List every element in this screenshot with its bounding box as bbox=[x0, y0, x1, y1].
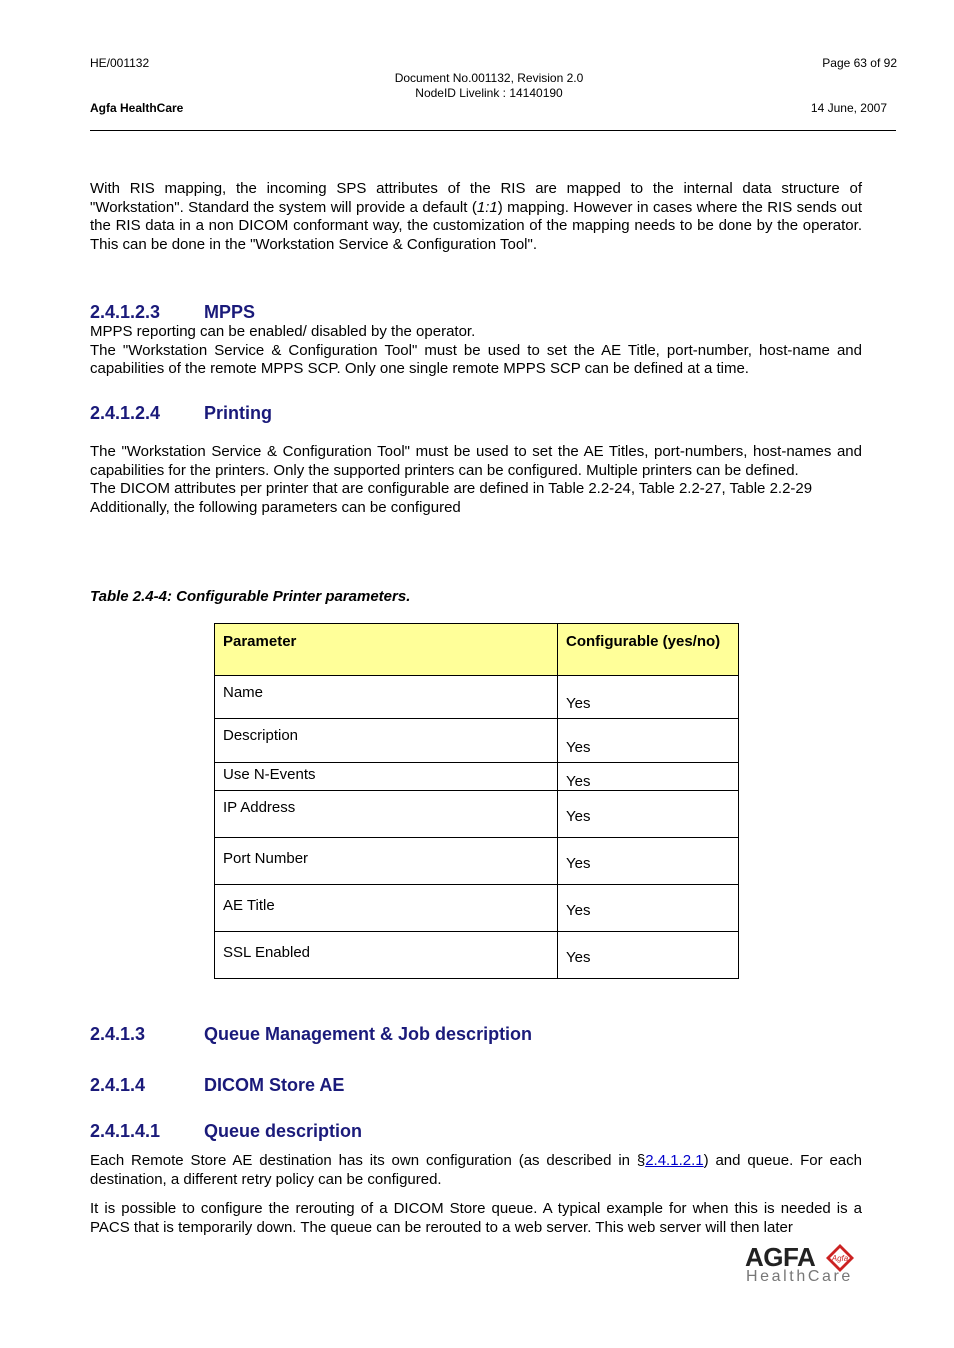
table-row bbox=[215, 719, 739, 763]
table-row bbox=[215, 932, 739, 979]
table-header-row bbox=[215, 624, 739, 676]
queue-desc-text-2: It is possible to configure the rerouting of a DICOM Store queue. A typical example for when this is needed is a PACS that is temporarily down. The queue can be rerouted to a web server. This web server will then later bbox=[90, 1200, 862, 1236]
table-row bbox=[215, 885, 739, 932]
param-cell: Name bbox=[215, 676, 558, 719]
queue-desc-paragraph-2 bbox=[90, 1200, 862, 1237]
table-caption: Table 2.4-4: Configurable Printer parameters. bbox=[90, 588, 411, 605]
mpps-text-1: MPPS reporting can be enabled/ disabled by the operator. bbox=[90, 323, 476, 340]
printer-parameters-table bbox=[214, 623, 739, 979]
page-number: Page 63 of 92 bbox=[822, 56, 897, 70]
heading-queue-description bbox=[90, 1120, 362, 1142]
table-row bbox=[215, 791, 739, 838]
param-cell: IP Address bbox=[215, 791, 558, 838]
table-row bbox=[215, 763, 739, 791]
logo-subtitle: HealthCare bbox=[746, 1268, 853, 1285]
heading-printing bbox=[90, 402, 272, 424]
intro-text-b: ) mapping. However in cases where the RIS sends out the RIS data in a non DICOM conformant way, the customization of the mapping needs to be done by the operator. This can be done in the "Workstation Service & Configuration Tool". bbox=[90, 198, 862, 253]
printing-paragraph bbox=[90, 443, 862, 517]
heading-dicom-store-ae bbox=[90, 1074, 344, 1096]
printing-text-2: The DICOM attributes per printer that are configurable are defined in Table 2.2-24, Table 2.2-27, Table 2.2-29 bbox=[90, 480, 813, 497]
heading-title: Printing bbox=[204, 403, 272, 423]
table-row bbox=[215, 676, 739, 719]
svg-text:Agfa: Agfa bbox=[831, 1254, 849, 1263]
mpps-paragraph bbox=[90, 323, 862, 379]
heading-title: DICOM Store AE bbox=[204, 1075, 345, 1095]
queue-desc-text-a: Each Remote Store AE destination has its own configuration (as described in § bbox=[90, 1152, 646, 1169]
intro-text-a: With RIS mapping, the incoming SPS attributes of the RIS are mapped to the internal data structure of "Workstation". Standard the system will provide a default ( bbox=[90, 180, 862, 216]
queue-desc-text-b: ) and queue. For each destination, a different retry policy can be configured. bbox=[90, 1152, 862, 1188]
agfa-healthcare-logo bbox=[745, 1240, 865, 1290]
column-header-parameter: Parameter bbox=[215, 624, 558, 676]
heading-title: Queue Management & Job description bbox=[204, 1024, 533, 1044]
queue-desc-paragraph-1 bbox=[90, 1152, 862, 1189]
value-cell: Yes bbox=[558, 791, 739, 838]
doc-number: Document No.001132, Revision 2.0 bbox=[394, 71, 584, 85]
intro-paragraph bbox=[90, 180, 862, 254]
value-cell: Yes bbox=[558, 719, 739, 763]
section-link[interactable]: 2.4.1.2.1 bbox=[645, 1152, 704, 1169]
printing-text-1: The "Workstation Service & Configuration Tool" must be used to set the AE Titles, port-numbers, host-names and capabilities for the printers. Only the supported printers can be configured. Multiple printers can be defined. bbox=[90, 443, 862, 479]
heading-number: 2.4.1.4.1 bbox=[90, 1121, 161, 1141]
value-cell: Yes bbox=[558, 676, 739, 719]
heading-number: 2.4.1.3 bbox=[90, 1024, 146, 1044]
column-header-configurable: Configurable (yes/no) bbox=[558, 624, 739, 676]
company-name: Agfa HealthCare bbox=[90, 101, 184, 115]
heading-number: 2.4.1.2.3 bbox=[90, 302, 161, 322]
printing-text-3: Additionally, the following parameters can be configured bbox=[90, 498, 461, 516]
heading-mpps bbox=[90, 301, 255, 323]
value-cell: Yes bbox=[558, 885, 739, 932]
table-row bbox=[215, 838, 739, 885]
param-cell: Port Number bbox=[215, 838, 558, 885]
logo-wordmark: AGFA bbox=[745, 1242, 816, 1272]
heading-number: 2.4.1.4 bbox=[90, 1075, 146, 1095]
node-id: NodeID Livelink : 14140190 bbox=[415, 86, 563, 100]
param-cell: AE Title bbox=[215, 885, 558, 932]
param-cell: SSL Enabled bbox=[215, 932, 558, 979]
mpps-text-2: The "Workstation Service & Configuration Tool" must be used to set the AE Title, port-number, host-name and capabilities of the remote MPPS SCP. Only one single remote MPPS SCP can be defined at a time. bbox=[90, 341, 862, 377]
param-cell: Description bbox=[215, 719, 558, 763]
heading-title: Queue description bbox=[204, 1121, 363, 1141]
value-cell: Yes bbox=[558, 932, 739, 979]
value-cell: Yes bbox=[558, 838, 739, 885]
doc-date: 14 June, 2007 bbox=[810, 101, 887, 115]
doc-code: HE/001132 bbox=[90, 56, 150, 70]
header-rule bbox=[90, 130, 896, 131]
param-cell: Use N-Events bbox=[215, 763, 558, 791]
heading-number: 2.4.1.2.4 bbox=[90, 403, 161, 423]
heading-title: MPPS bbox=[204, 302, 256, 322]
heading-queue-management bbox=[90, 1023, 532, 1045]
intro-text-italic: 1:1 bbox=[476, 198, 498, 216]
value-cell: Yes bbox=[558, 763, 739, 791]
